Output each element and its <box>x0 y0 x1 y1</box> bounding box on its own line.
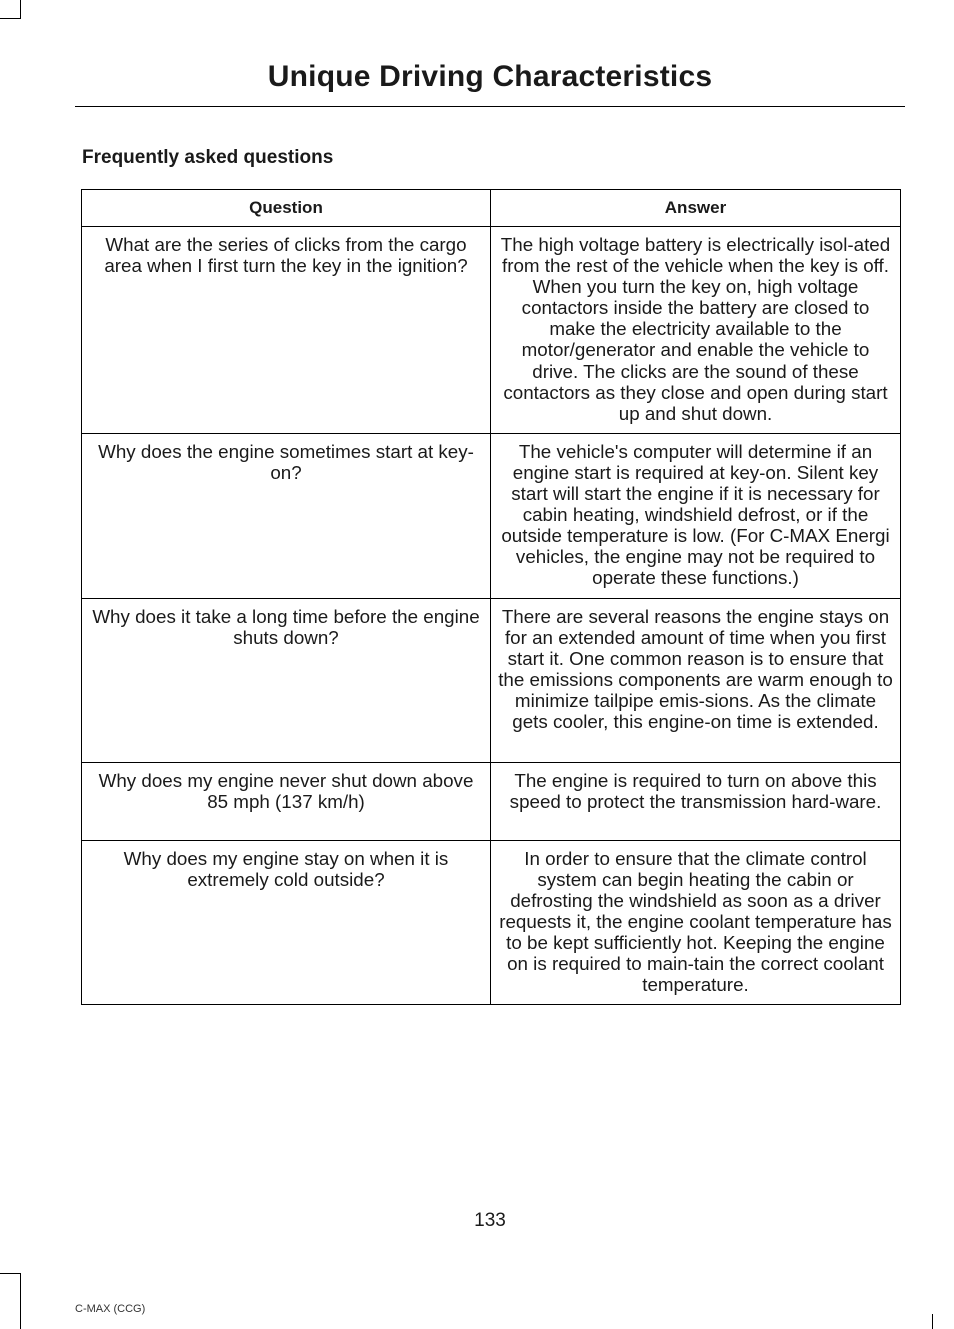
question-cell: What are the series of clicks from the cargo area when I first turn the key in the ignition? <box>82 227 491 434</box>
table-row <box>82 840 901 1005</box>
footer-label: C-MAX (CCG) <box>75 1303 146 1315</box>
column-header-answer: Answer <box>491 190 901 227</box>
crop-mark <box>0 18 21 19</box>
table-row <box>82 598 901 762</box>
answer-cell: There are several reasons the engine stays on for an extended amount of time when you first start it. One common reason is to ensure that the emissions components are warm enough to minimize tailpipe emis-sions. As the climate gets cooler, this engine-on time is extended. <box>491 598 901 762</box>
answer-cell: The engine is required to turn on above this speed to protect the transmission hard-ware. <box>491 762 901 840</box>
page-title: Unique Driving Characteristics <box>267 60 713 93</box>
crop-mark <box>20 1273 21 1329</box>
crop-mark <box>932 1314 933 1329</box>
table-row <box>82 227 901 434</box>
crop-mark <box>20 0 21 18</box>
answer-cell: In order to ensure that the climate control system can begin heating the cabin or defrosting the windshield as soon as a driver requests it, the engine coolant temperature has to be kept sufficiently hot. Keeping the engine on is required to main-tain the correct coolant temperature. <box>491 840 901 1005</box>
table-row <box>82 762 901 840</box>
header-divider <box>75 106 905 107</box>
answer-cell: The vehicle's computer will determine if an engine start is required at key-on. Silent key start will start the engine if it is necessary for cabin heating, windshield defrost, or if the outside temperature is low. (For C-MAX Energi vehicles, the engine may not be required to operate these functions.) <box>491 433 901 598</box>
crop-mark <box>0 1273 21 1274</box>
table-header-row <box>82 190 901 227</box>
answer-cell: The high voltage battery is electrically isol-ated from the rest of the vehicle when the key is off. When you turn the key on, high voltage contactors inside the battery are closed to make the electricity available to the motor/generator and enable the vehicle to drive. The clicks are the sound of these contactors as they close and open during start up and shut down. <box>491 227 901 434</box>
question-cell: Why does the engine sometimes start at key-on? <box>82 433 491 598</box>
question-cell: Why does my engine stay on when it is extremely cold outside? <box>82 840 491 1005</box>
column-header-question: Question <box>82 190 491 227</box>
page-number: 133 <box>474 1210 506 1231</box>
question-cell: Why does my engine never shut down above 85 mph (137 km/h) <box>82 762 491 840</box>
table-row <box>82 433 901 598</box>
section-heading: Frequently asked questions <box>82 147 334 168</box>
faq-table <box>81 189 901 1005</box>
question-cell: Why does it take a long time before the engine shuts down? <box>82 598 491 762</box>
